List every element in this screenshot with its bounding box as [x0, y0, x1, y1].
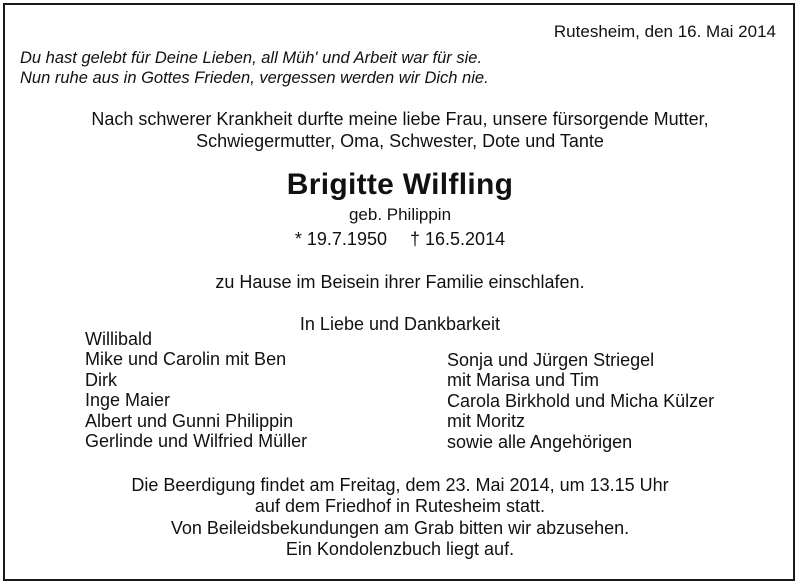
intro-text	[0, 108, 800, 152]
family-member: Dirk	[85, 369, 117, 390]
intro-line: Nach schwerer Krankheit durfte meine liebe Frau, unsere fürsorgende Mutter,	[91, 109, 709, 129]
poem-line: Nun ruhe aus in Gottes Frieden, vergessen werden wir Dich nie.	[20, 69, 489, 87]
deceased-name: Brigitte Wilfling	[286, 168, 514, 201]
life-dates	[0, 229, 800, 250]
maiden-name: geb. Philippin	[348, 205, 452, 224]
poem-line: Du hast gelebt für Deine Lieben, all Müh' und Arbeit war für sie.	[20, 49, 483, 67]
family-member: Carola Birkhold und Micha Külzer	[447, 390, 715, 411]
family-member: Willibald	[85, 329, 153, 349]
family-member: mit Moritz	[447, 411, 525, 432]
family-member: Gerlinde und Wilfried Müller	[85, 431, 308, 452]
family-member: mit Marisa und Tim	[447, 370, 600, 391]
family-member: Inge Maier	[85, 390, 171, 411]
family-list-right	[447, 350, 714, 452]
place-date: Rutesheim, den 16. Mai 2014	[553, 22, 776, 41]
funeral-info	[0, 475, 800, 560]
passing-line: zu Hause im Beisein ihrer Familie einschlafen.	[215, 272, 585, 292]
poem	[20, 48, 489, 88]
family-member: sowie alle Angehörigen	[447, 431, 633, 452]
death-date: † 16.5.2014	[410, 229, 506, 249]
intro-line: Schwiegermutter, Oma, Schwester, Dote und Tante	[196, 131, 604, 151]
funeral-line: Ein Kondolenzbuch liegt auf.	[285, 538, 515, 559]
birth-date: * 19.7.1950	[294, 229, 387, 249]
funeral-line: Von Beileidsbekundungen am Grab bitten wir abzusehen.	[170, 517, 630, 538]
gratitude-line: In Liebe und Dankbarkeit	[299, 314, 501, 334]
funeral-line: auf dem Friedhof in Rutesheim statt.	[254, 496, 546, 517]
family-member: Mike und Carolin mit Ben	[85, 349, 287, 370]
family-list-left	[85, 329, 307, 451]
funeral-line: Die Beerdigung findet am Freitag, dem 23. Mai 2014, um 13.15 Uhr	[131, 475, 669, 495]
family-member: Albert und Gunni Philippin	[85, 410, 294, 431]
family-member: Sonja und Jürgen Striegel	[447, 350, 655, 370]
